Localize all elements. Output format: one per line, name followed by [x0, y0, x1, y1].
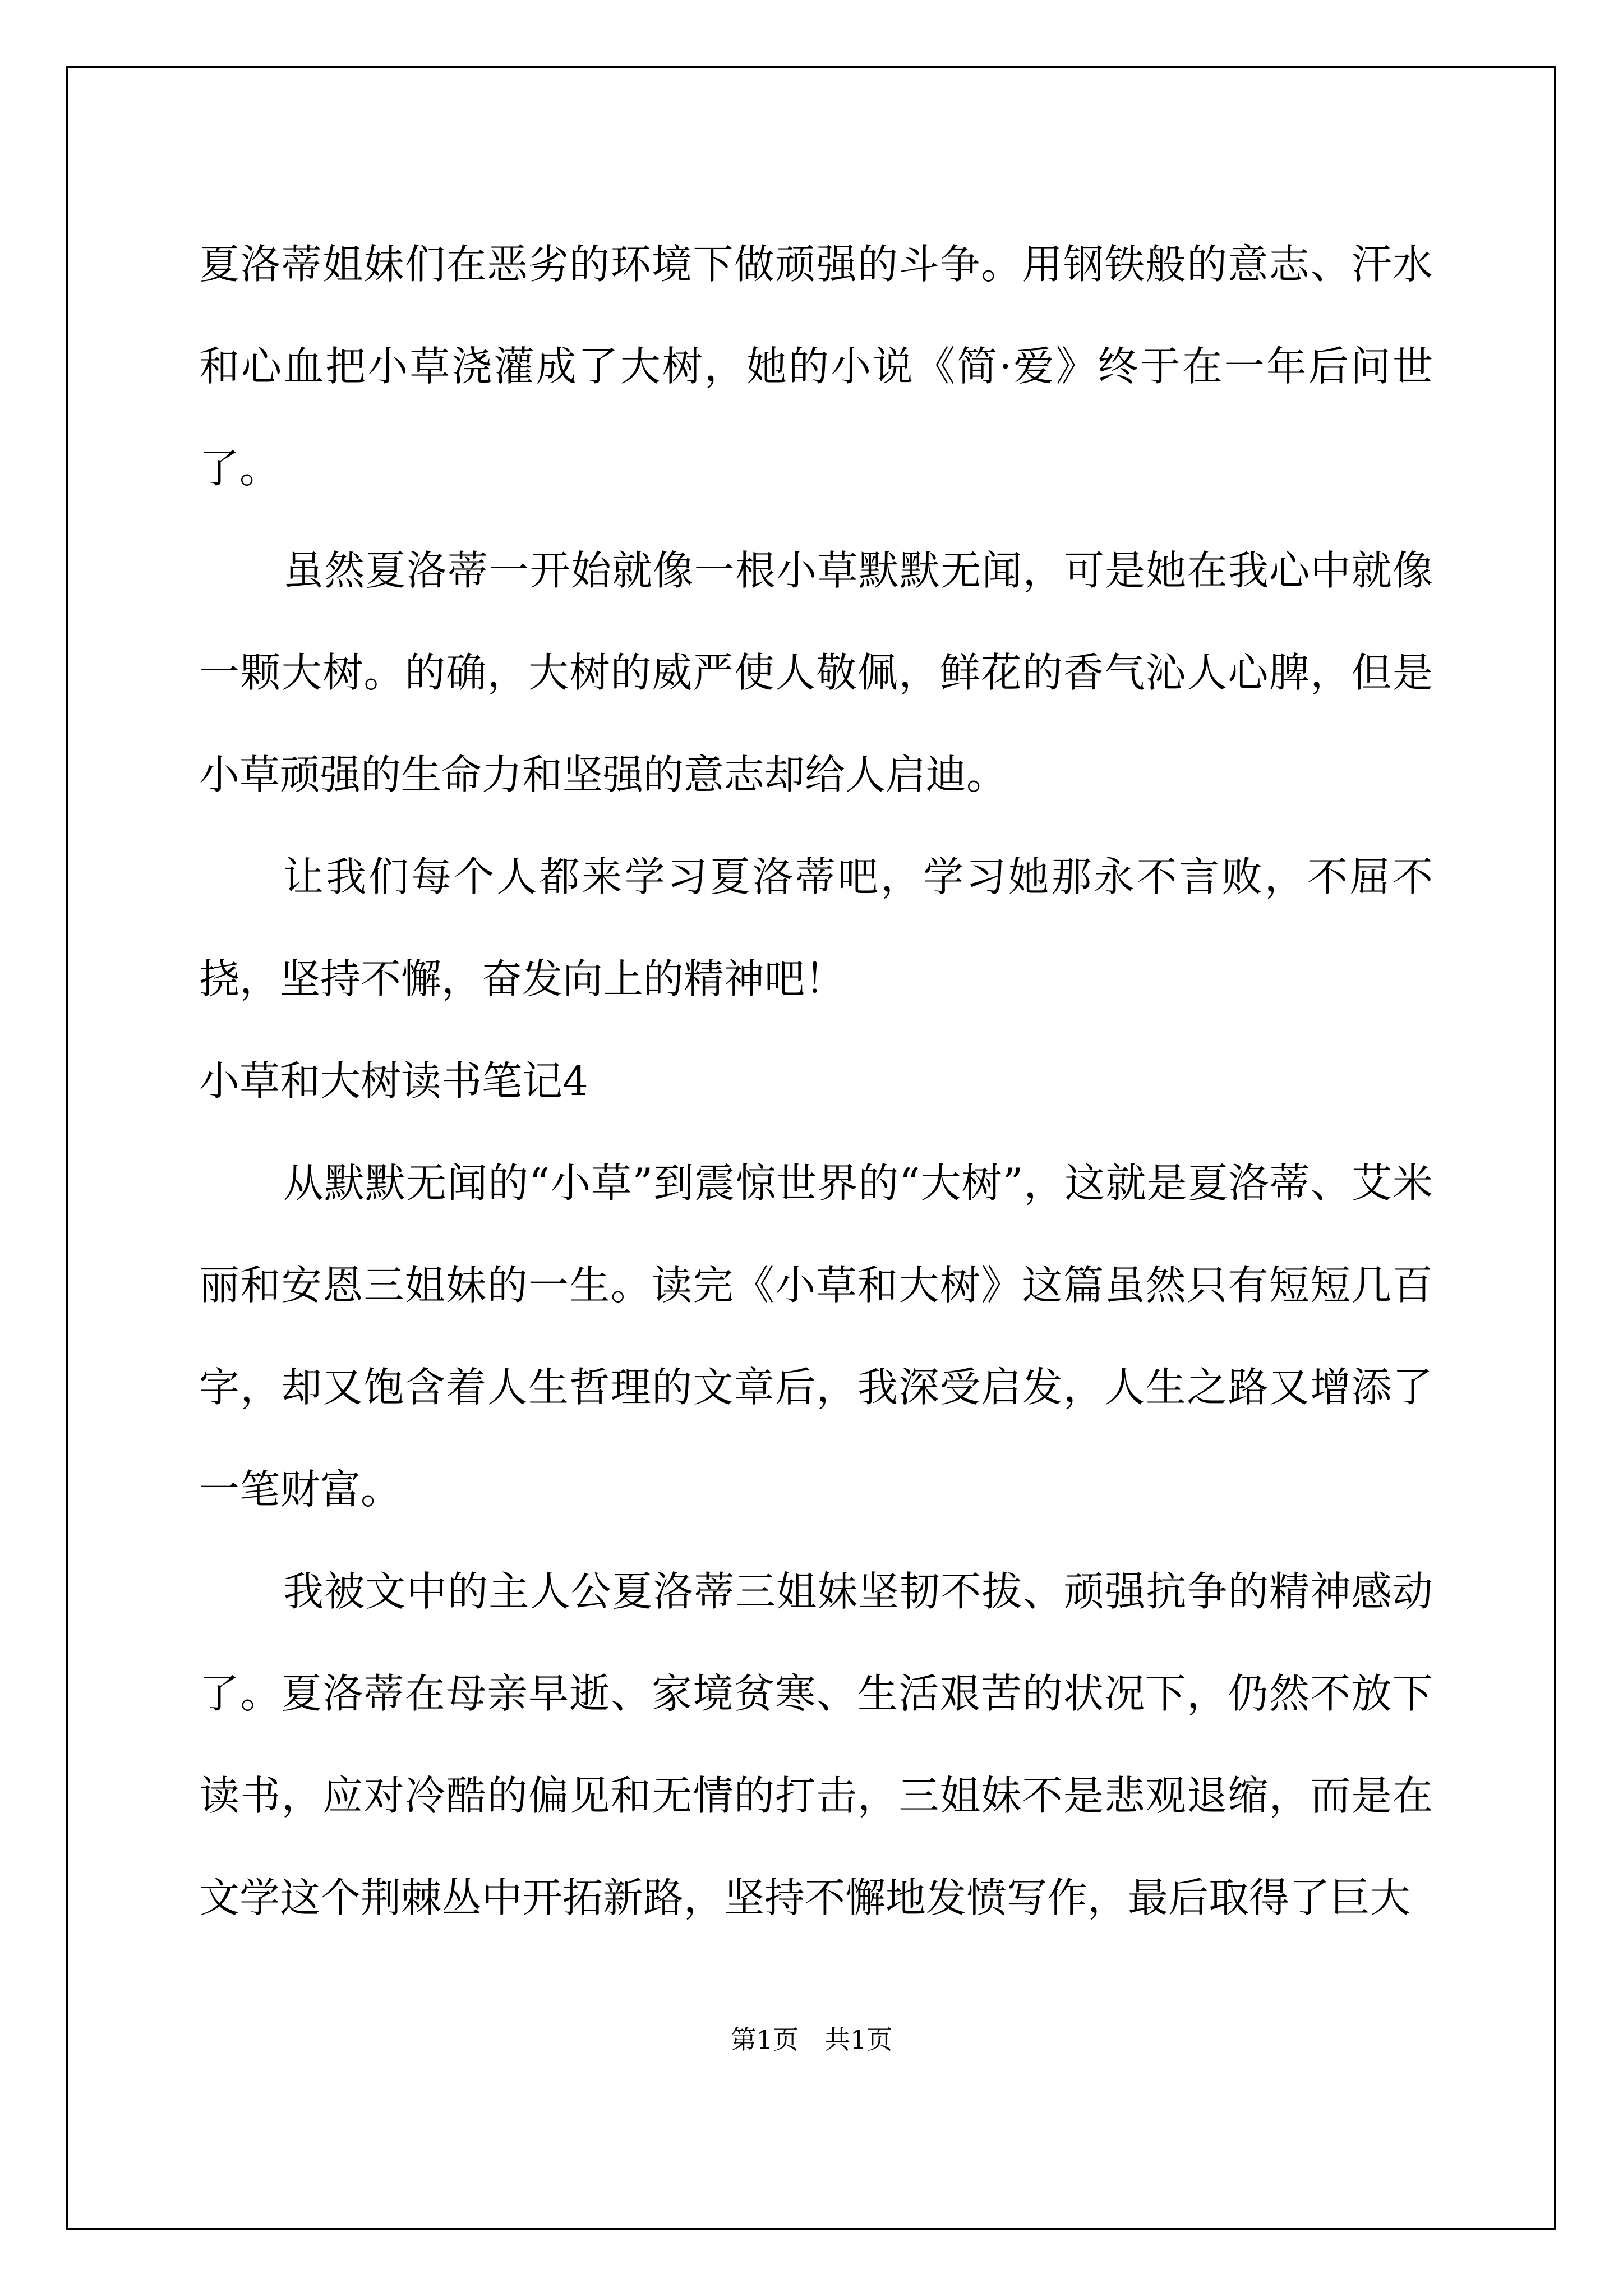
- paragraph-2: 虽然夏洛蒂一开始就像一根小草默默无闻，可是她在我心中就像一颗大树。的确，大树的威严使人敬佩，鲜花的香气沁人心脾，但是小草顽强的生命力和坚强的意志却给人启迪。: [199, 547, 1433, 798]
- paragraph-3: 让我们每个人都来学习夏洛蒂吧，学习她那永不言败，不屈不挠，坚持不懈，奋发向上的精神吧！: [199, 853, 1433, 1002]
- page-number-footer: 第1页 共1页: [730, 2024, 893, 2055]
- paragraph-5: 我被文中的主人公夏洛蒂三姐妹坚韧不拔、顽强抗争的精神感动了。夏洛蒂在母亲早逝、家境贫寒、生活艰苦的状况下，仍然不放下读书，应对冷酷的偏见和无情的打击，三姐妹不是悲观退缩，而是在文学这个荆棘丛中开拓新路，坚持不懈地发愤写作，最后取得了巨大: [199, 1568, 1433, 1921]
- paragraph-4: 从默默无闻的“小草”到震惊世界的“大树”，这就是夏洛蒂、艾米丽和安恩三姐妹的一生。读完《小草和大树》这篇虽然只有短短几百字，却又饱含着人生哲理的文章后，我深受启发，人生之路又增添了一笔财富。: [199, 1159, 1433, 1513]
- paragraph-1: 夏洛蒂姐妹们在恶劣的环境下做顽强的斗争。用钢铁般的意志、汗水和心血把小草浇灌成了大树，她的小说《简·爱》终于在一年后问世了。: [199, 241, 1433, 492]
- document-body: [199, 213, 1433, 1949]
- section-heading: 小草和大树读书笔记4: [199, 1057, 588, 1105]
